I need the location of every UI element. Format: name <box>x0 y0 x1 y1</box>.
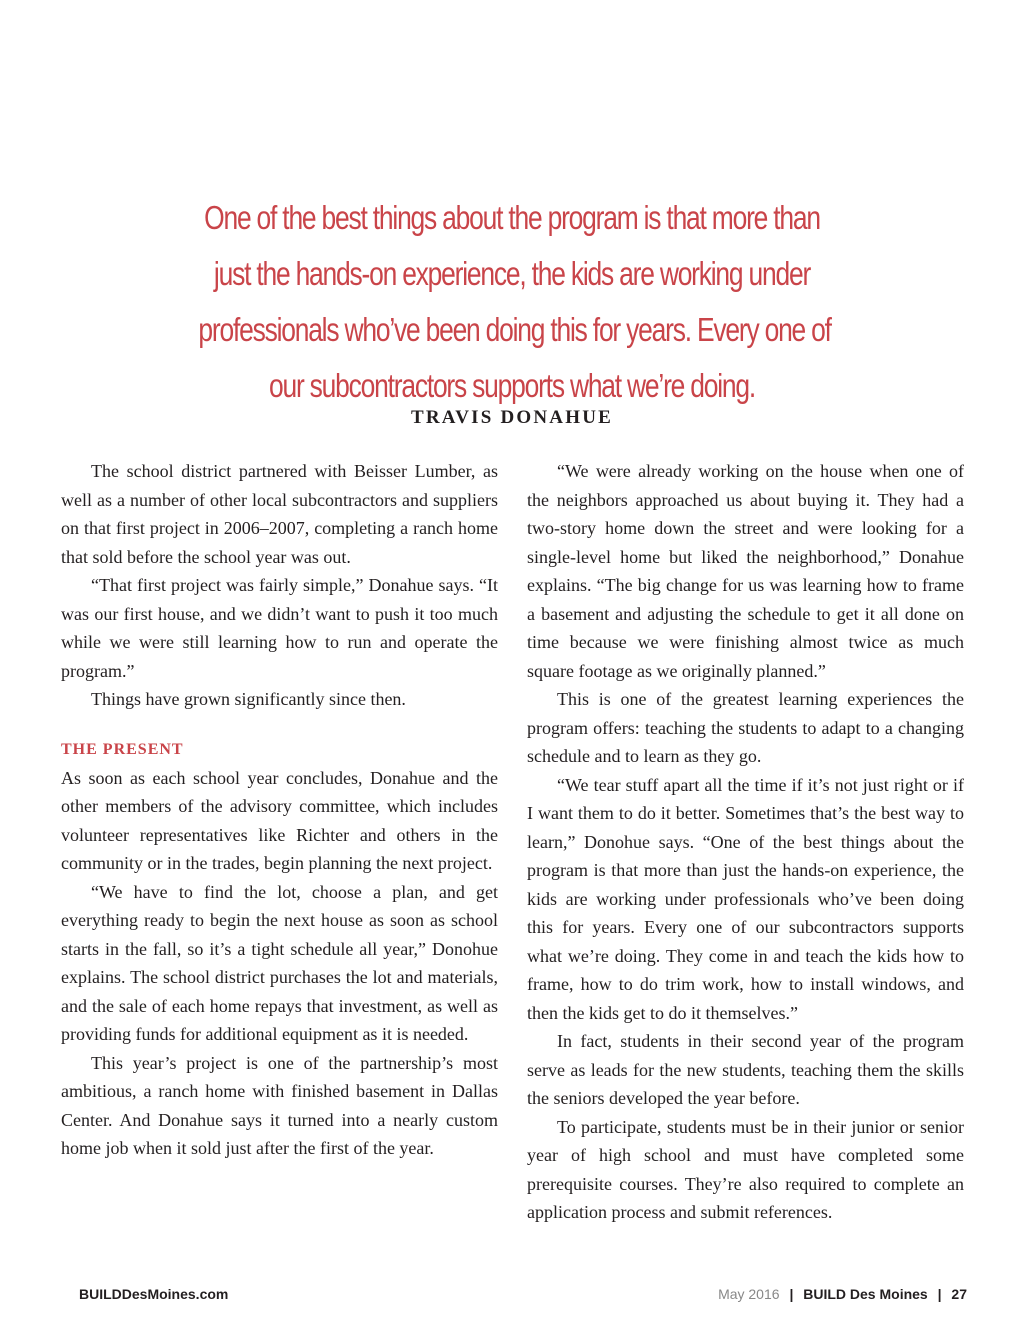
body-paragraph: This year’s project is one of the partnership’s most ambitious, a ranch home with finished basement in Dallas Center. And Donahue says it turned into a nearly custom home job when it sold just after the first of the year. <box>61 1052 498 1158</box>
body-paragraph: “That first project was fairly simple,” Donahue says. “It was our first house, and we didn’t want to push it too much while we were still learning how to run and operate the program.” <box>61 575 498 681</box>
article-left-column <box>61 457 498 1163</box>
pull-quote-line: just the hands-on experience, the kids are working under <box>213 255 811 292</box>
article-right-column <box>527 457 964 1227</box>
pull-quote-line: our subcontractors supports what we’re doing. <box>268 367 756 404</box>
section-heading: THE PRESENT <box>61 740 184 758</box>
body-paragraph: “We were already working on the house when one of the neighbors approached us about buying it. They had a two-story home down the street and were looking for a single-level home but liked the neighborhood,” Donahue explains. “The big change for us was learning how to frame a basement and adjusting the schedule to get it all done on time because we were finishing almost twice as much square footage as we originally planned.” <box>527 461 964 681</box>
pull-quote-attribution: TRAVIS DONAHUE <box>410 407 613 428</box>
body-paragraph: “We have to find the lot, choose a plan, and get everything ready to begin the next house as soon as school starts in the fall, so it’s a tight schedule all year,” Donohue explains. The school district purchases the lot and materials, and the sale of each home repays that investment, as well as providing funds for additional equipment as it is needed. <box>61 881 498 1044</box>
footer-separator: | <box>789 1286 794 1302</box>
body-paragraph: To participate, students must be in their junior or senior year of high school and must have completed some prerequisite courses. They’re also required to complete an application process and submit references. <box>527 1116 964 1222</box>
body-paragraph: As soon as each school year concludes, Donahue and the other members of the advisory committee, which includes volunteer representatives like Richter and others in the community or in the trades, begin planning the next project. <box>61 767 498 873</box>
footer-issue-date: May 2016 <box>718 1286 780 1302</box>
pull-quote-line: professionals who’ve been doing this for years. Every one of <box>198 311 831 348</box>
body-paragraph: The school district partnered with Beisser Lumber, as well as a number of other local subcontractors and suppliers on that first project in 2006–2007, completing a ranch home that sold before the school year was out. <box>61 461 498 567</box>
pull-quote-line: One of the best things about the program is that more than <box>204 199 820 236</box>
body-paragraph: This is one of the greatest learning experiences the program offers: teaching the students to adapt to a changing schedule and to learn as they go. <box>527 689 964 766</box>
pull-quote <box>198 190 831 414</box>
footer-folio <box>718 1286 967 1302</box>
footer-publication: BUILD Des Moines <box>803 1286 928 1302</box>
page-number: 27 <box>951 1286 967 1302</box>
footer-website: BUILDDesMoines.com <box>79 1286 229 1302</box>
footer-separator: | <box>937 1286 942 1302</box>
body-paragraph: Things have grown significantly since then. <box>91 689 406 709</box>
body-paragraph: In fact, students in their second year of the program serve as leads for the new students, teaching them the skills the seniors developed the year before. <box>527 1031 964 1108</box>
body-paragraph: “We tear stuff apart all the time if it’s not just right or if I want them to do it better. Sometimes that’s the best way to learn,” Donohue says. “One of the best things about the program is that more than just the hands-on experience, the kids are working under professionals who’ve been doing this for years. Every one of our subcontractors supports what we’re doing. They come in and teach the kids how to frame, how to do trim work, how to install windows, and then the kids get to do it themselves.” <box>527 774 964 1023</box>
